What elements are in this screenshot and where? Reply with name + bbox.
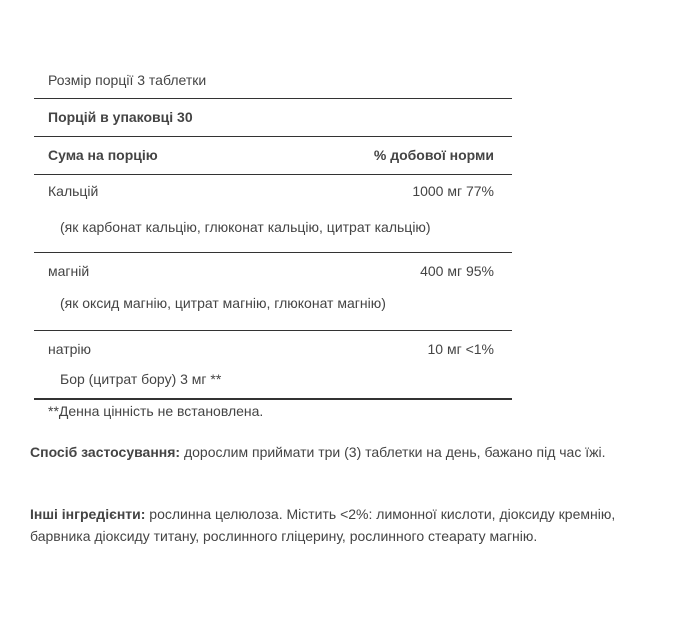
serving-size-label: Розмір порції 3 таблетки: [48, 72, 207, 88]
ingredients-text: рослинна целюлоза. Містить <2%: лимонної кислоти, діоксиду кремнію, барвника діоксиду титану, рослинного гліцерину, рослинного стеарату магнію.: [30, 506, 616, 544]
usage-text: дорослим приймати три (3) таблетки на день, бажано під час їжі.: [180, 444, 606, 460]
usage-label: Спосіб застосування:: [30, 444, 181, 460]
nutrient-name: Кальцій: [48, 183, 99, 199]
nutrient-row-magnesium: [34, 252, 512, 330]
nutrient-row-calcium: [34, 174, 512, 252]
usage-paragraph: [30, 441, 650, 463]
nutrient-row-sodium: [34, 330, 512, 398]
footnote: **Денна цінність не встановлена.: [48, 403, 264, 419]
ingredients-paragraph: [30, 503, 650, 547]
nutrient-value: 10 мг <1%: [427, 341, 494, 357]
amount-header-row: [34, 136, 512, 174]
servings-per-container-label: Порцій в упаковці 30: [48, 109, 193, 125]
serving-size-row: [34, 60, 512, 98]
nutrient-name: натрію: [48, 341, 92, 357]
nutrient-detail: (як оксид магнію, цитрат магнію, глюконат магнію): [60, 295, 386, 311]
servings-per-container-row: [34, 98, 512, 136]
supplement-facts-table: [34, 60, 512, 400]
amount-per-serving-label: Сума на порцію: [48, 147, 158, 163]
nutrient-detail: Бор (цитрат бору) 3 мг **: [60, 371, 222, 387]
daily-value-header: % добової норми: [373, 147, 494, 163]
nutrient-detail: (як карбонат кальцію, глюконат кальцію, цитрат кальцію): [60, 219, 431, 235]
ingredients-label: Інші інгредієнти:: [30, 506, 146, 522]
nutrient-value: 1000 мг 77%: [412, 183, 494, 199]
nutrient-name: магній: [48, 263, 90, 279]
nutrient-value: 400 мг 95%: [420, 263, 494, 279]
table-bottom-rule: [34, 398, 512, 400]
